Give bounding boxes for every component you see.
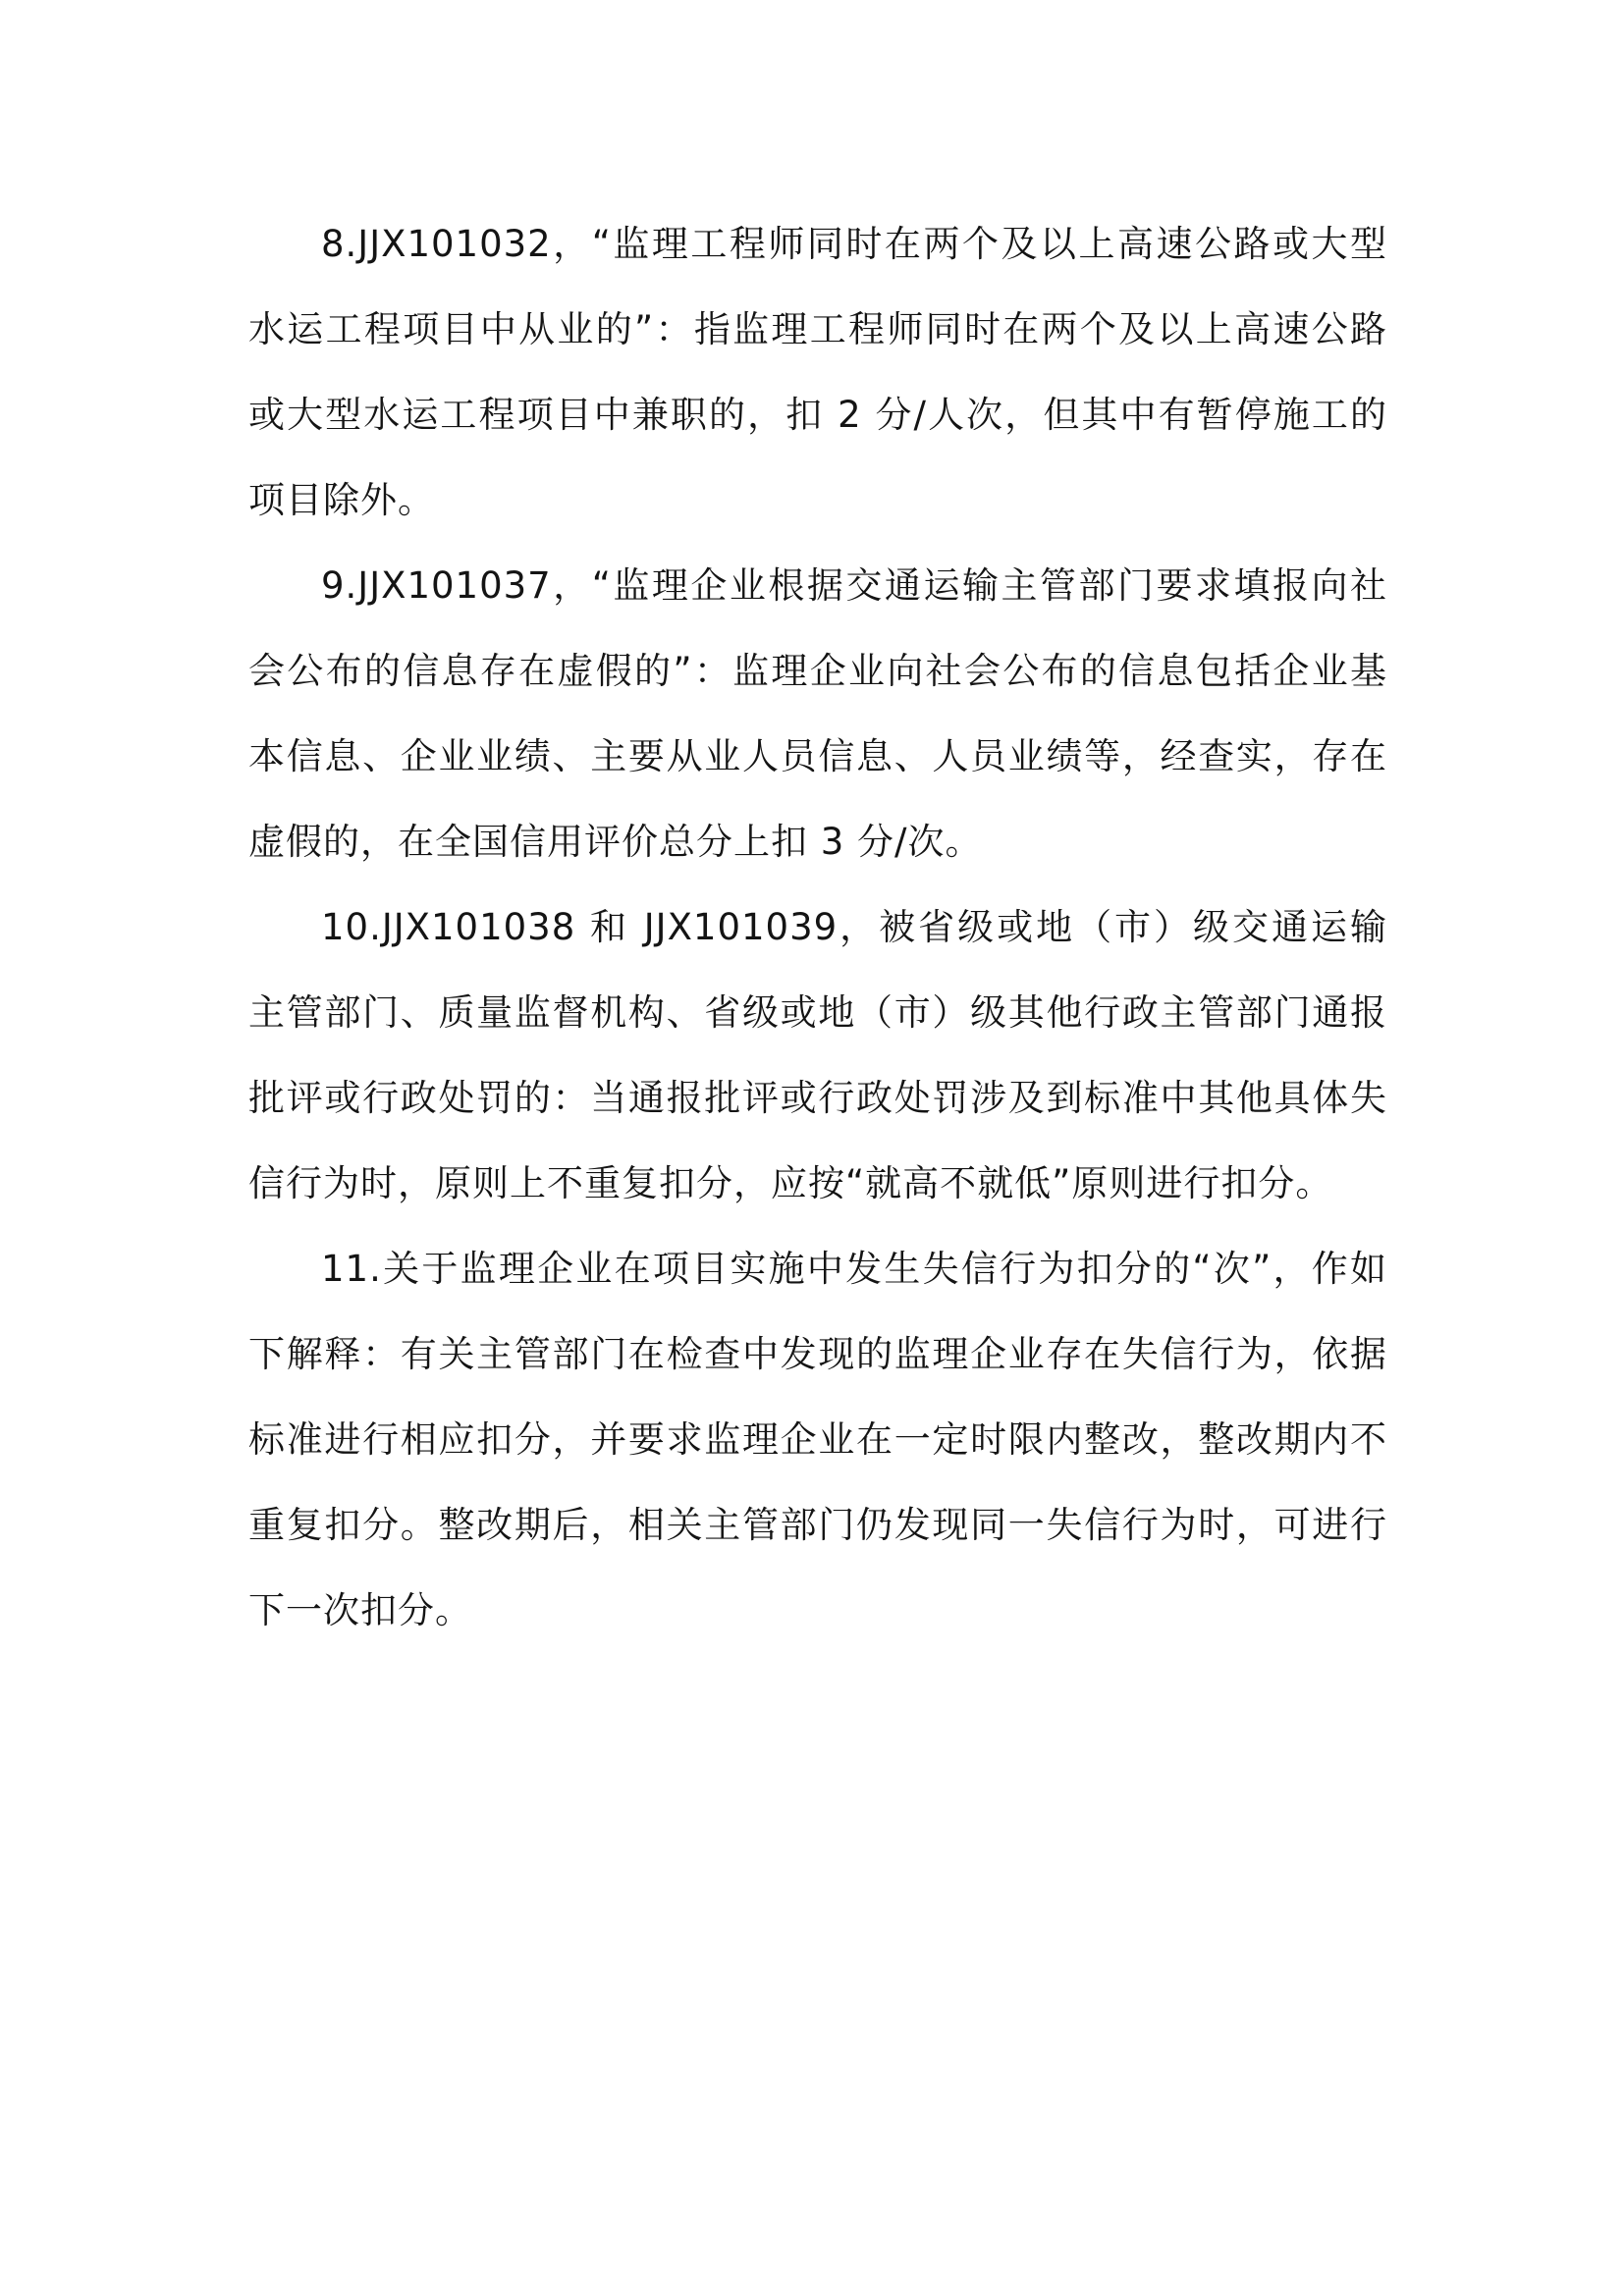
document-body [248,201,1387,1653]
paragraph-11: 11.关于监理企业在项目实施中发生失信行为扣分的“次”，作如下解释：有关主管部门在检查中发现的监理企业存在失信行为，依据标准进行相应扣分，并要求监理企业在一定时限内整改，整改期内不重复扣分。整改期后，相关主管部门仍发现同一失信行为时，可进行下一次扣分。 [248,1248,1387,1631]
paragraph-8: 8.JJX101032，“监理工程师同时在两个及以上高速公路或大型水运工程项目中从业的”：指监理工程师同时在两个及以上高速公路或大型水运工程项目中兼职的，扣 2 分/人次，但其中有暂停施工的项目除外。 [248,223,1387,521]
paragraph-9: 9.JJX101037，“监理企业根据交通运输主管部门要求填报向社会公布的信息存在虚假的”：监理企业向社会公布的信息包括企业基本信息、企业业绩、主要从业人员信息、人员业绩等，经查实，存在虚假的，在全国信用评价总分上扣 3 分/次。 [248,564,1387,863]
paragraph-10: 10.JJX101038 和 JJX101039，被省级或地（市）级交通运输主管部门、质量监督机构、省级或地（市）级其他行政主管部门通报批评或行政处罚的：当通报批评或行政处罚涉及到标准中其他具体失信行为时，原则上不重复扣分，应按“就高不就低”原则进行扣分。 [248,906,1387,1204]
